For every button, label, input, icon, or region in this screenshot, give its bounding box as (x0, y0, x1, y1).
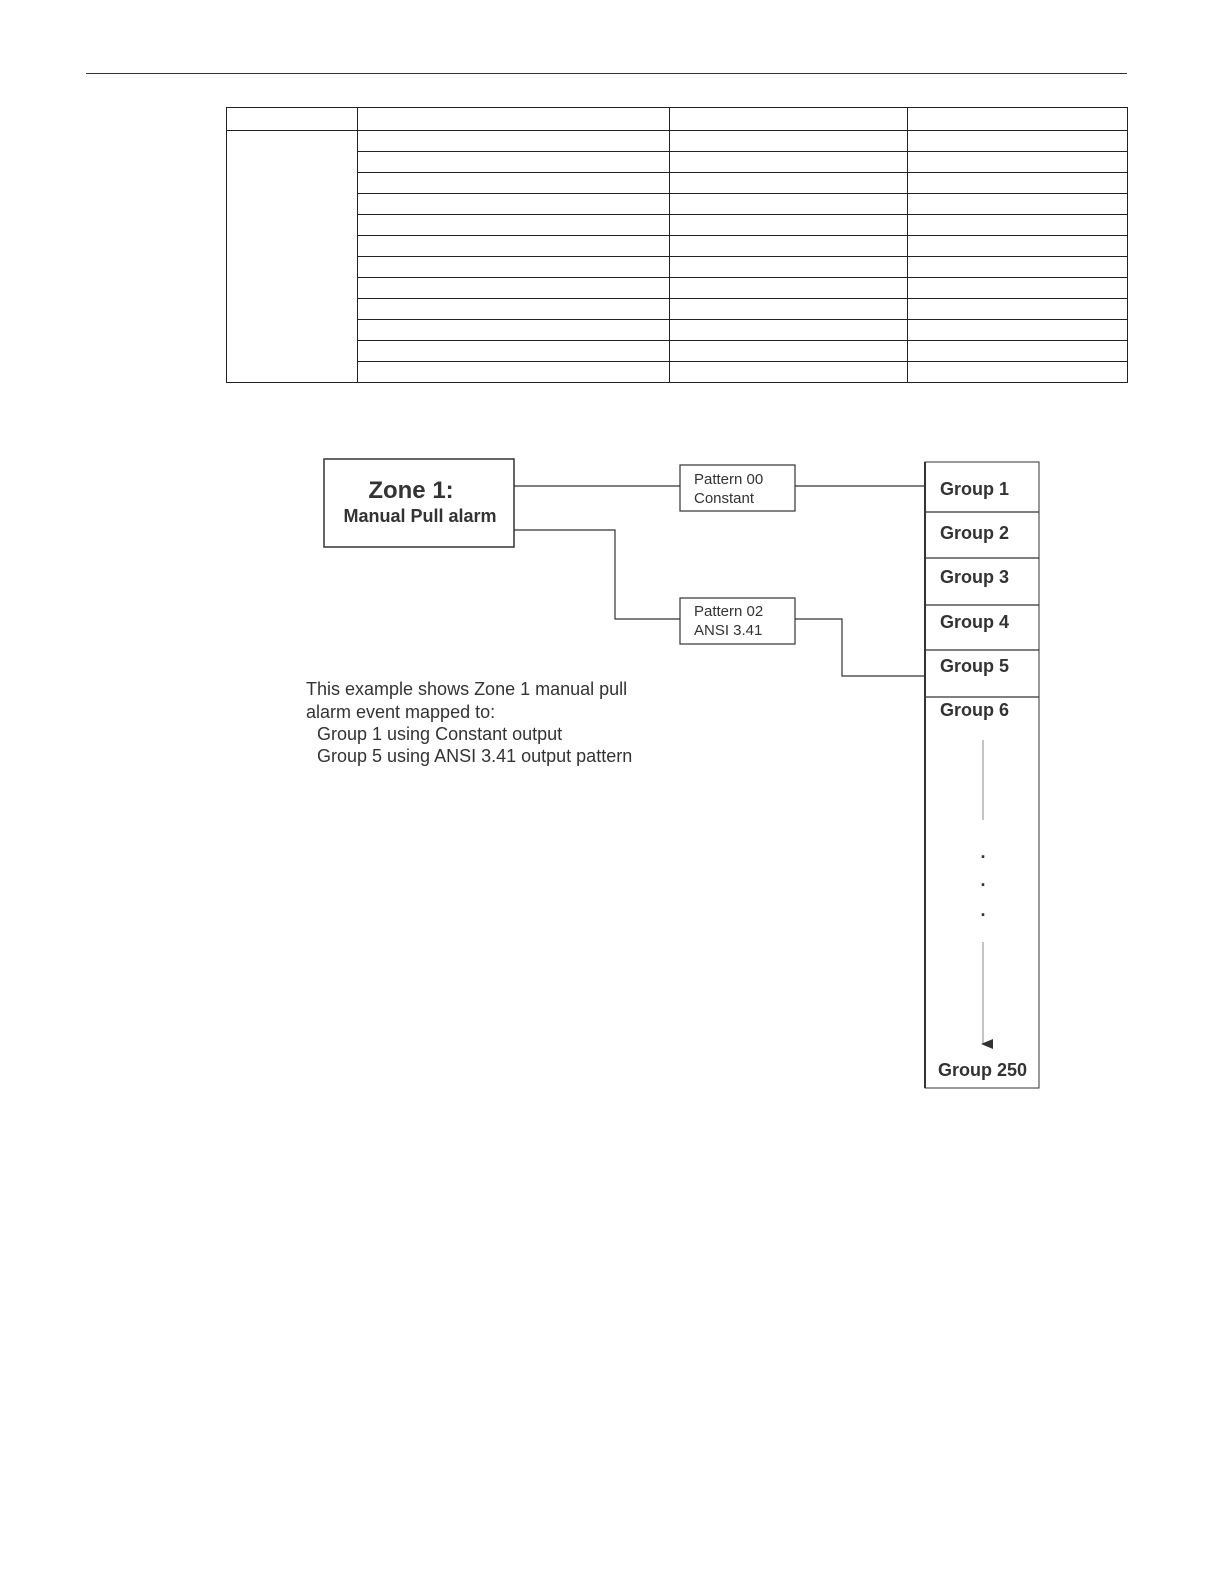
pattern-00-type: Constant (694, 490, 755, 507)
group-label-6: Group 6 (940, 700, 1010, 720)
group-label-3: Group 3 (940, 567, 1010, 587)
connector-lines (514, 486, 925, 676)
ellipsis-dot: . (980, 870, 986, 890)
note-line-1: This example shows Zone 1 manual pull (306, 679, 628, 699)
pattern-02-name: Pattern 02 (694, 603, 764, 620)
pattern-00-box (680, 465, 795, 511)
ellipsis-dot: . (980, 842, 986, 862)
note-line-3: Group 1 using Constant output (317, 724, 563, 744)
group-column-frame (925, 462, 1039, 1088)
note-line-4: Group 5 using ANSI 3.41 output pattern (317, 746, 633, 766)
zone-subtitle: Manual Pull alarm (343, 506, 497, 526)
connector-zone-to-pattern-02 (514, 530, 680, 619)
pattern-02-type: ANSI 3.41 (694, 622, 763, 639)
group-label-250: Group 250 (938, 1060, 1028, 1080)
pattern-00-name: Pattern 00 (694, 471, 764, 488)
zone-title: Zone 1: (368, 477, 454, 504)
connector-pattern-02-to-group-5 (795, 619, 925, 676)
zone-box (324, 459, 514, 547)
example-note (306, 679, 632, 766)
note-line-2: alarm event mapped to: (306, 702, 496, 722)
group-label-4: Group 4 (940, 612, 1010, 632)
group-label-5: Group 5 (940, 656, 1010, 676)
group-column (925, 462, 1039, 1088)
ellipsis-dot: . (980, 900, 986, 920)
group-label-1: Group 1 (940, 479, 1010, 499)
group-label-2: Group 2 (940, 523, 1010, 543)
pattern-02-box (680, 598, 795, 644)
